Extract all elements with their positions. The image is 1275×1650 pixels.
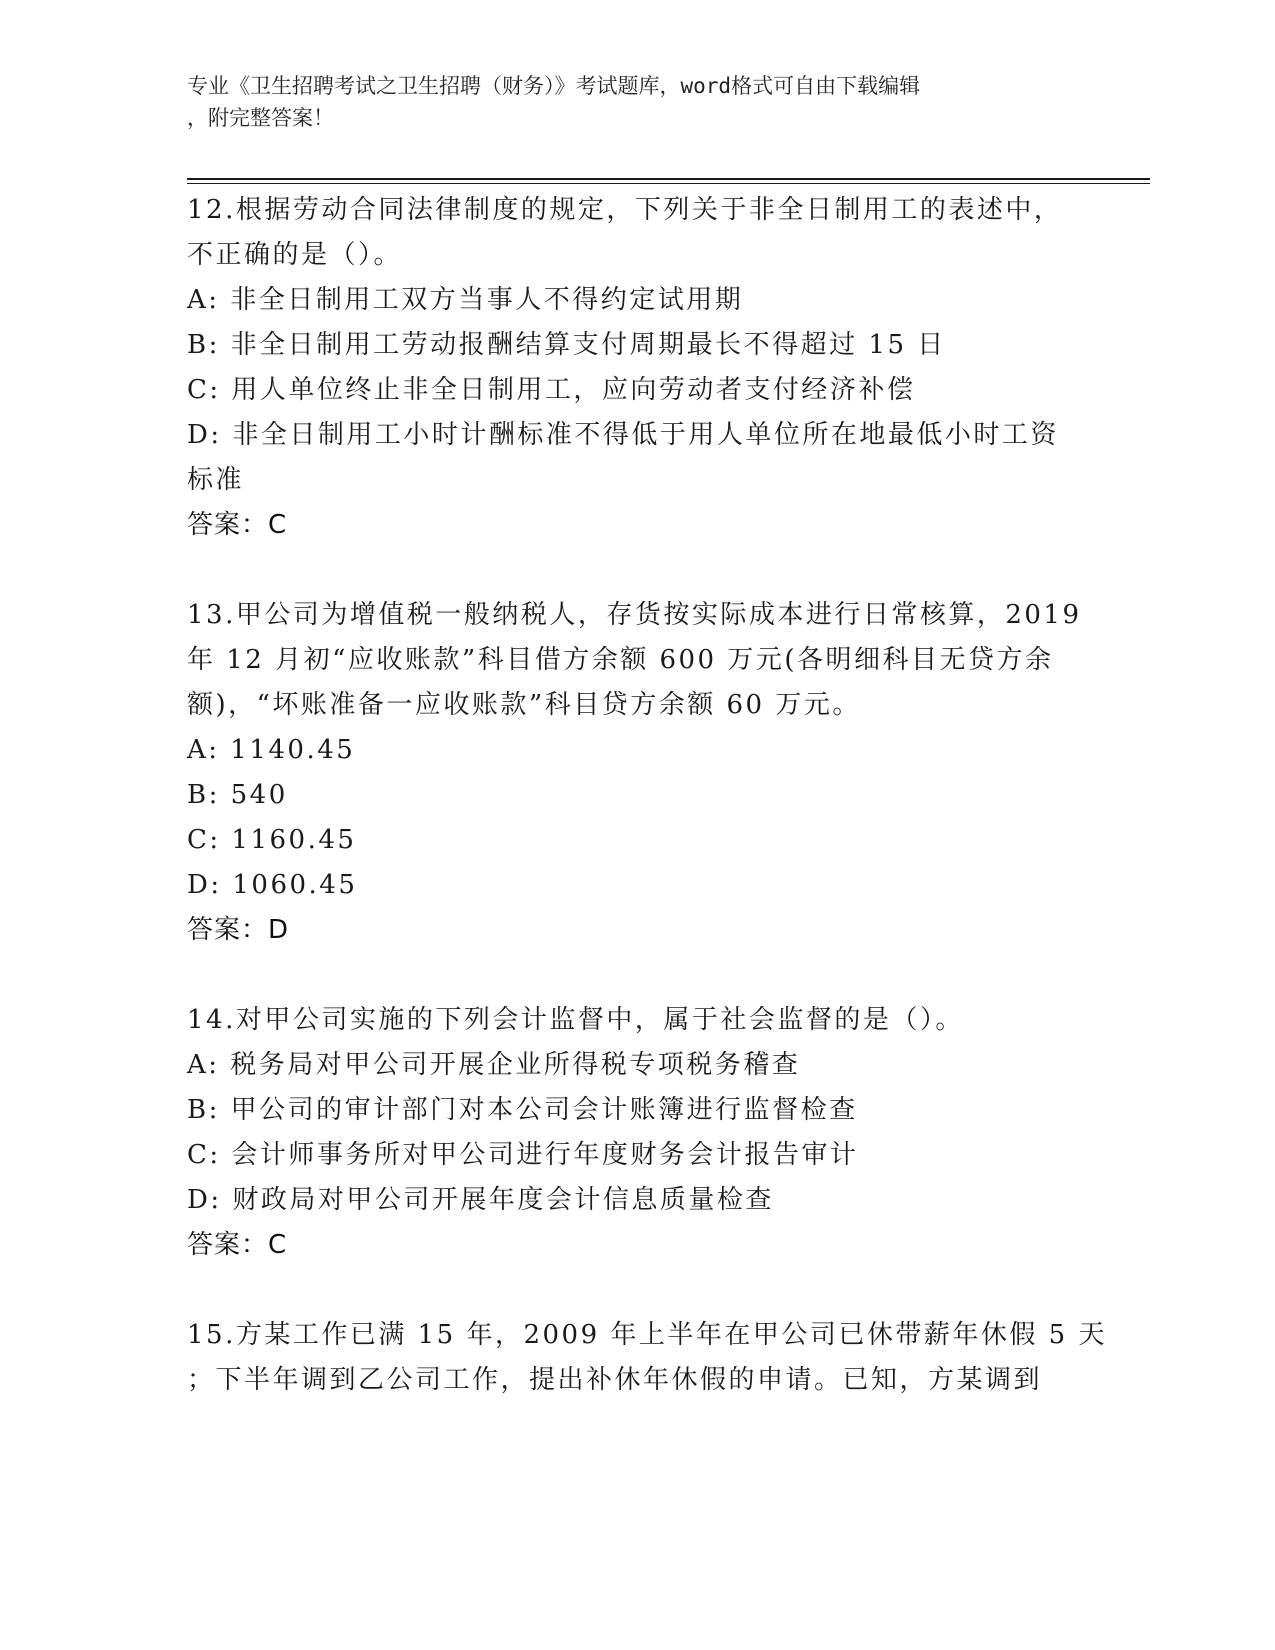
option-d: D: 财政局对甲公司开展年度会计信息质量检查 [187,1185,774,1215]
question-stem: 不正确的是（）。 [187,240,403,270]
option-c: C: 会计师事务所对甲公司进行年度财务会计报告审计 [187,1140,859,1170]
question-stem: 13.甲公司为增值税一般纳税人，存货按实际成本进行日常核算，2019 [187,600,1082,630]
answer-line: 答案：C [187,1230,288,1260]
question-stem: 年 12 月初“应收账款”科目借方余额 600 万元(各明细科目无贷方余 [187,645,1054,675]
answer-line: 答案：C [187,510,288,540]
header-divider-thin [187,183,1150,184]
question-12 [187,188,1087,548]
question-13 [187,593,1087,953]
header-line-1: 专业《卫生招聘考试之卫生招聘（财务）》考试题库，word格式可自由下载编辑 [187,74,921,98]
question-stem: ；下半年调到乙公司工作，提出补休年休假的申请。已知，方某调到 [187,1365,1043,1395]
question-14 [187,998,1087,1268]
option-a: A: 1140.45 [187,735,356,765]
option-a: A: 税务局对甲公司开展企业所得税专项税务稽查 [187,1050,801,1080]
page-header [187,70,1067,134]
question-stem: 12.根据劳动合同法律制度的规定，下列关于非全日制用工的表述中， [187,195,1063,225]
option-d: D: 非全日制用工小时计酬标准不得低于用人单位所在地最低小时工资 [187,420,1059,450]
option-b: B: 540 [187,780,288,810]
question-stem: 15.方某工作已满 15 年，2009 年上半年在甲公司已休带薪年休假 5 天 [187,1320,1107,1350]
option-a: A: 非全日制用工双方当事人不得约定试用期 [187,285,744,315]
option-b: B: 非全日制用工劳动报酬结算支付周期最长不得超过 15 日 [187,330,946,360]
question-list [187,188,1107,1403]
question-stem: 额)，“坏账准备一应收账款”科目贷方余额 60 万元。 [187,690,861,720]
question-15 [187,1313,1107,1403]
header-divider [187,178,1150,180]
option-c: C: 用人单位终止非全日制用工，应向劳动者支付经济补偿 [187,375,916,405]
option-c: C: 1160.45 [187,825,357,855]
header-line-2: ，附完整答案！ [187,106,334,130]
option-d: D: 1060.45 [187,870,358,900]
option-d-continued: 标准 [187,465,245,495]
answer-line: 答案：D [187,915,290,945]
question-stem: 14.对甲公司实施的下列会计监督中，属于社会监督的是（）。 [187,1005,964,1035]
option-b: B: 甲公司的审计部门对本公司会计账簿进行监督检查 [187,1095,858,1125]
